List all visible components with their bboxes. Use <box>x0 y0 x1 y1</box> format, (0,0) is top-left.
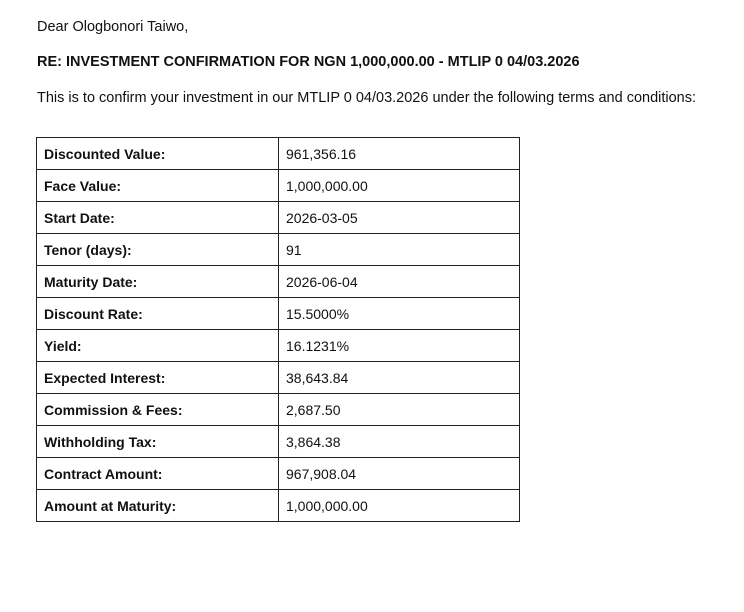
term-label: Start Date: <box>37 202 279 234</box>
term-label: Tenor (days): <box>37 234 279 266</box>
term-row-yield <box>37 330 520 362</box>
term-value: 961,356.16 <box>279 138 520 170</box>
term-value: 2,687.50 <box>279 394 520 426</box>
term-value: 16.1231% <box>279 330 520 362</box>
letter-intro: This is to confirm your investment in our MTLIP 0 04/03.2026 under the following terms and conditions: <box>37 90 697 106</box>
term-row-face-value <box>37 170 520 202</box>
term-label: Maturity Date: <box>37 266 279 298</box>
letter-greeting: Dear Ologbonori Taiwo, <box>37 19 189 35</box>
term-row-expected-interest <box>37 362 520 394</box>
term-row-withholding-tax <box>37 426 520 458</box>
term-value: 1,000,000.00 <box>279 490 520 522</box>
term-value: 91 <box>279 234 520 266</box>
term-label: Commission & Fees: <box>37 394 279 426</box>
term-label: Expected Interest: <box>37 362 279 394</box>
term-label: Face Value: <box>37 170 279 202</box>
term-row-amount-at-maturity <box>37 490 520 522</box>
term-label: Discounted Value: <box>37 138 279 170</box>
investment-terms-table <box>36 137 520 522</box>
term-row-start-date <box>37 202 520 234</box>
term-value: 2026-03-05 <box>279 202 520 234</box>
term-label: Discount Rate: <box>37 298 279 330</box>
term-row-commission-fees <box>37 394 520 426</box>
letter-subject: RE: INVESTMENT CONFIRMATION FOR NGN 1,000,000.00 - MTLIP 0 04/03.2026 <box>37 54 580 70</box>
term-row-contract-amount <box>37 458 520 490</box>
term-label: Withholding Tax: <box>37 426 279 458</box>
term-row-maturity-date <box>37 266 520 298</box>
term-value: 1,000,000.00 <box>279 170 520 202</box>
term-row-discounted-value <box>37 138 520 170</box>
term-value: 38,643.84 <box>279 362 520 394</box>
term-label: Amount at Maturity: <box>37 490 279 522</box>
term-value: 15.5000% <box>279 298 520 330</box>
term-label: Yield: <box>37 330 279 362</box>
term-value: 967,908.04 <box>279 458 520 490</box>
term-row-tenor <box>37 234 520 266</box>
term-label: Contract Amount: <box>37 458 279 490</box>
term-value: 3,864.38 <box>279 426 520 458</box>
term-value: 2026-06-04 <box>279 266 520 298</box>
term-row-discount-rate <box>37 298 520 330</box>
